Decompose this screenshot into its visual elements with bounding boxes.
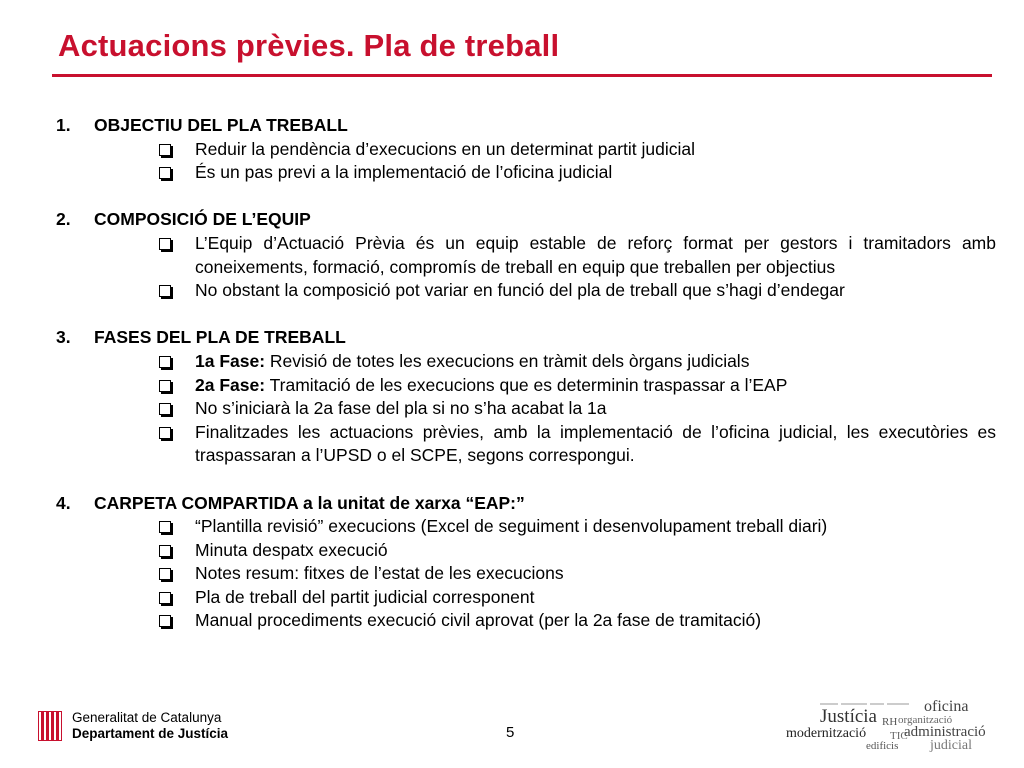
section-heading-text: OBJECTIU DEL PLA TREBALL bbox=[94, 115, 348, 135]
bullet-item bbox=[56, 421, 996, 468]
bullet-text bbox=[195, 279, 996, 303]
section-heading-text: FASES DEL PLA DE TREBALL bbox=[94, 327, 346, 348]
checkbox-bullet-icon bbox=[158, 161, 173, 185]
bullet-body: Notes resum: fitxes de l’estat de les execucions bbox=[195, 563, 564, 584]
section-3 bbox=[56, 326, 996, 468]
bullet-label: 2a Fase: bbox=[195, 374, 266, 395]
bullet-body: No obstant la composició pot variar en funció del pla de treball que s’hagi d’endegar bbox=[195, 280, 845, 301]
checkbox-bullet-icon bbox=[158, 397, 173, 421]
section-heading-text: CARPETA COMPARTIDA a la unitat de xarxa “EAP:” bbox=[94, 492, 525, 513]
senyera-icon bbox=[38, 711, 62, 741]
cloud-word-oficina: oficina bbox=[924, 698, 969, 715]
bullet-body: Pla de treball del partit judicial corresponent bbox=[195, 586, 535, 607]
bullet-text bbox=[195, 609, 996, 633]
org-name: Generalitat de Catalunya bbox=[72, 710, 222, 725]
title-divider bbox=[52, 74, 992, 77]
bullet-text bbox=[195, 562, 996, 586]
cloud-word-administracio: administració bbox=[904, 724, 986, 740]
section-number: 2. bbox=[56, 209, 71, 230]
section-heading bbox=[56, 326, 996, 350]
section-heading bbox=[56, 114, 996, 138]
cloud-word-tic: TIC bbox=[890, 730, 908, 742]
bullet-item bbox=[56, 374, 996, 398]
section-number: 4. bbox=[56, 492, 71, 513]
bullet-label: 1a Fase: bbox=[195, 350, 266, 371]
bullet-item bbox=[56, 515, 996, 539]
checkbox-bullet-icon bbox=[158, 539, 173, 563]
bullet-text bbox=[195, 397, 996, 421]
bullet-body: Tramitació de les execucions que es determinin traspassar a l’EAP bbox=[265, 374, 788, 395]
bullet-text bbox=[195, 421, 996, 468]
page-number: 5 bbox=[506, 724, 515, 741]
section-number: 1. bbox=[56, 115, 71, 135]
justicia-word-cloud-logo bbox=[786, 692, 1000, 760]
bullet-item bbox=[56, 161, 996, 185]
cloud-word-rh: RH bbox=[882, 716, 898, 728]
bullet-text bbox=[195, 138, 996, 162]
department-name: Departament de Justícia bbox=[72, 726, 229, 741]
checkbox-bullet-icon bbox=[158, 562, 173, 586]
bullet-body: Finalitzades les actuacions prèvies, amb la implementació de l’oficina judicial, les executòries es traspassaran a l’UPSD o el SCPE, segons correspongui. bbox=[195, 421, 996, 466]
section-1 bbox=[56, 114, 996, 185]
slide-title: Actuacions prèvies. Pla de treball bbox=[58, 28, 560, 63]
bullet-item bbox=[56, 562, 996, 586]
bullet-body: Reduir la pendència d’execucions en un determinat partit judicial bbox=[195, 138, 696, 159]
checkbox-bullet-icon bbox=[158, 374, 173, 398]
bullet-text bbox=[195, 586, 996, 610]
bullet-text bbox=[195, 515, 996, 539]
bullet-item bbox=[56, 138, 996, 162]
cloud-word-edificis: edificis bbox=[866, 740, 899, 752]
bullet-item bbox=[56, 586, 996, 610]
checkbox-bullet-icon bbox=[158, 138, 173, 162]
bullet-text bbox=[195, 350, 996, 374]
slide-body bbox=[56, 114, 996, 657]
checkbox-bullet-icon bbox=[158, 609, 173, 633]
cloud-fine-print bbox=[820, 692, 920, 704]
bullet-body: Manual procediments execució civil aprovat (per la 2a fase de tramitació) bbox=[195, 610, 762, 631]
section-heading-text: COMPOSICIÓ DE L’EQUIP bbox=[94, 209, 311, 230]
bullet-text bbox=[195, 161, 996, 185]
bullet-body: Minuta despatx execució bbox=[195, 539, 388, 560]
section-2 bbox=[56, 208, 996, 302]
checkbox-bullet-icon bbox=[158, 232, 173, 279]
bullet-item bbox=[56, 609, 996, 633]
section-heading bbox=[56, 492, 996, 516]
cloud-word-organitzacio: organització bbox=[898, 714, 953, 726]
generalitat-logo bbox=[38, 710, 228, 742]
bullet-body: L’Equip d’Actuació Prèvia és un equip estable de reforç format per gestors i tramitadors amb coneixements, formació, compromís de treball en equip que treballen per objectius bbox=[195, 232, 996, 277]
checkbox-bullet-icon bbox=[158, 586, 173, 610]
checkbox-bullet-icon bbox=[158, 279, 173, 303]
section-heading bbox=[56, 208, 996, 232]
bullet-item bbox=[56, 397, 996, 421]
bullet-item bbox=[56, 232, 996, 279]
bullet-item bbox=[56, 350, 996, 374]
cloud-word-judicial: judicial bbox=[930, 738, 972, 753]
bullet-text bbox=[195, 232, 996, 279]
bullet-body: “Plantilla revisió” execucions (Excel de seguiment i desenvolupament treball diari) bbox=[195, 516, 828, 537]
cloud-word-justicia: Justícia bbox=[820, 706, 877, 727]
checkbox-bullet-icon bbox=[158, 350, 173, 374]
checkbox-bullet-icon bbox=[158, 421, 173, 468]
bullet-item bbox=[56, 539, 996, 563]
bullet-text bbox=[195, 374, 996, 398]
bullet-item bbox=[56, 279, 996, 303]
bullet-body: És un pas previ a la implementació de l’oficina judicial bbox=[195, 162, 613, 183]
bullet-body: Revisió de totes les execucions en tràmit dels òrgans judicials bbox=[265, 350, 750, 371]
bullet-text bbox=[195, 539, 996, 563]
section-4 bbox=[56, 492, 996, 634]
section-number: 3. bbox=[56, 327, 71, 348]
bullet-body: No s’iniciarà la 2a fase del pla si no s’ha acabat la 1a bbox=[195, 398, 607, 419]
cloud-word-modernitzacio: modernització bbox=[786, 726, 867, 741]
checkbox-bullet-icon bbox=[158, 515, 173, 539]
